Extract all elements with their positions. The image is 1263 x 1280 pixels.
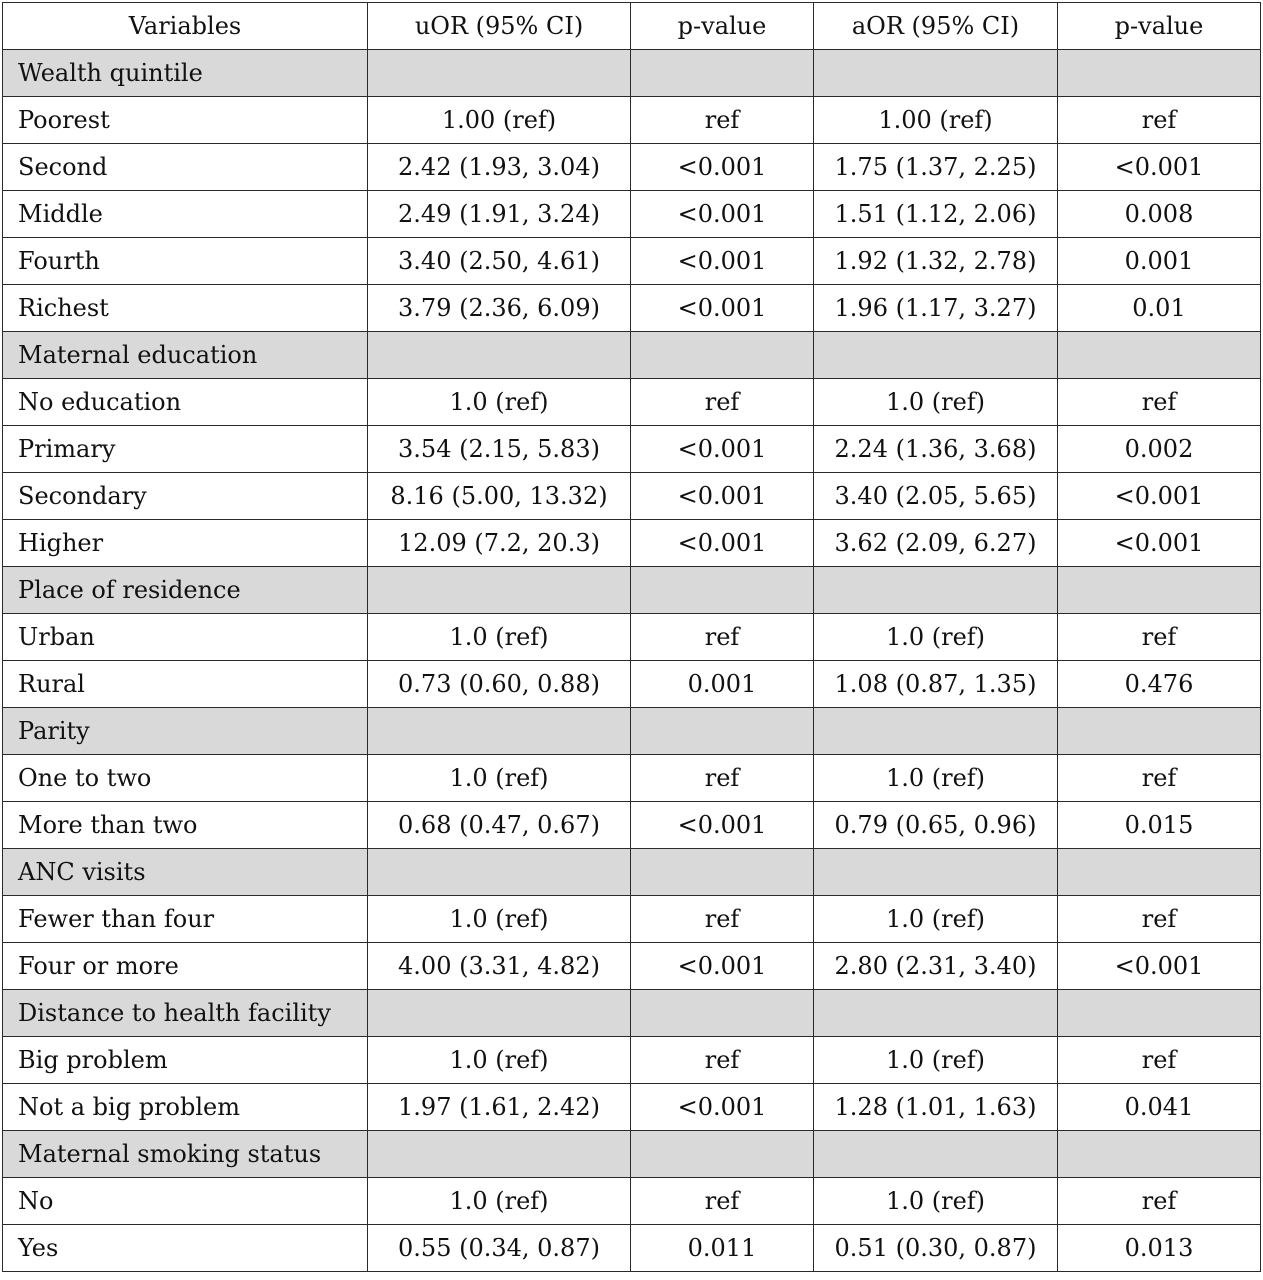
table-row xyxy=(3,144,1261,191)
table-row xyxy=(3,285,1261,332)
aor-cell: 1.0 (ref) xyxy=(814,379,1058,426)
header-variables: Variables xyxy=(3,3,368,50)
table-row xyxy=(3,1084,1261,1131)
aor-p-value-cell: ref xyxy=(1058,614,1261,661)
group-empty-cell xyxy=(814,50,1058,97)
header-aor: aOR (95% CI) xyxy=(814,3,1058,50)
uor-p-value-cell: ref xyxy=(631,1178,814,1225)
group-empty-cell xyxy=(368,1131,631,1178)
table-row xyxy=(3,802,1261,849)
uor-p-value-cell: <0.001 xyxy=(631,943,814,990)
aor-cell: 3.40 (2.05, 5.65) xyxy=(814,473,1058,520)
uor-cell: 4.00 (3.31, 4.82) xyxy=(368,943,631,990)
group-header-row xyxy=(3,849,1261,896)
header-row xyxy=(3,3,1261,50)
aor-cell: 1.51 (1.12, 2.06) xyxy=(814,191,1058,238)
group-header-row xyxy=(3,567,1261,614)
uor-cell: 0.68 (0.47, 0.67) xyxy=(368,802,631,849)
aor-p-value-cell: 0.008 xyxy=(1058,191,1261,238)
variable-cell: Urban xyxy=(3,614,368,661)
aor-p-value-cell: 0.002 xyxy=(1058,426,1261,473)
header-uor-p-value: p-value xyxy=(631,3,814,50)
uor-p-value-cell: ref xyxy=(631,755,814,802)
table-row xyxy=(3,97,1261,144)
uor-cell: 1.00 (ref) xyxy=(368,97,631,144)
variable-cell: Higher xyxy=(3,520,368,567)
uor-cell: 8.16 (5.00, 13.32) xyxy=(368,473,631,520)
aor-p-value-cell: 0.01 xyxy=(1058,285,1261,332)
group-empty-cell xyxy=(814,849,1058,896)
uor-cell: 0.55 (0.34, 0.87) xyxy=(368,1225,631,1272)
group-header-row xyxy=(3,50,1261,97)
group-empty-cell xyxy=(814,1131,1058,1178)
variable-cell: More than two xyxy=(3,802,368,849)
odds-ratio-table xyxy=(2,2,1261,1272)
group-label: Maternal smoking status xyxy=(3,1131,368,1178)
group-empty-cell xyxy=(368,567,631,614)
group-header-row xyxy=(3,1131,1261,1178)
table-row xyxy=(3,755,1261,802)
aor-p-value-cell: <0.001 xyxy=(1058,520,1261,567)
variable-cell: Big problem xyxy=(3,1037,368,1084)
uor-cell: 2.49 (1.91, 3.24) xyxy=(368,191,631,238)
uor-p-value-cell: ref xyxy=(631,1037,814,1084)
header-aor-p-value: p-value xyxy=(1058,3,1261,50)
group-empty-cell xyxy=(1058,1131,1261,1178)
variable-cell: One to two xyxy=(3,755,368,802)
group-empty-cell xyxy=(1058,849,1261,896)
uor-cell: 1.97 (1.61, 2.42) xyxy=(368,1084,631,1131)
header-uor: uOR (95% CI) xyxy=(368,3,631,50)
table-row xyxy=(3,943,1261,990)
group-label: Place of residence xyxy=(3,567,368,614)
uor-p-value-cell: <0.001 xyxy=(631,1084,814,1131)
aor-cell: 3.62 (2.09, 6.27) xyxy=(814,520,1058,567)
uor-cell: 12.09 (7.2, 20.3) xyxy=(368,520,631,567)
group-empty-cell xyxy=(1058,567,1261,614)
uor-cell: 3.40 (2.50, 4.61) xyxy=(368,238,631,285)
aor-cell: 1.0 (ref) xyxy=(814,614,1058,661)
variable-cell: Not a big problem xyxy=(3,1084,368,1131)
group-header-row xyxy=(3,708,1261,755)
uor-cell: 1.0 (ref) xyxy=(368,1037,631,1084)
variable-cell: Fewer than four xyxy=(3,896,368,943)
table-row xyxy=(3,614,1261,661)
uor-p-value-cell: 0.011 xyxy=(631,1225,814,1272)
table-body xyxy=(3,50,1261,1272)
uor-p-value-cell: <0.001 xyxy=(631,238,814,285)
variable-cell: Primary xyxy=(3,426,368,473)
group-empty-cell xyxy=(814,990,1058,1037)
aor-cell: 1.0 (ref) xyxy=(814,896,1058,943)
aor-cell: 1.96 (1.17, 3.27) xyxy=(814,285,1058,332)
variable-cell: Poorest xyxy=(3,97,368,144)
uor-p-value-cell: 0.001 xyxy=(631,661,814,708)
uor-cell: 1.0 (ref) xyxy=(368,379,631,426)
group-empty-cell xyxy=(631,332,814,379)
variable-cell: Secondary xyxy=(3,473,368,520)
aor-p-value-cell: <0.001 xyxy=(1058,943,1261,990)
variable-cell: Four or more xyxy=(3,943,368,990)
uor-cell: 0.73 (0.60, 0.88) xyxy=(368,661,631,708)
group-empty-cell xyxy=(1058,708,1261,755)
group-empty-cell xyxy=(631,708,814,755)
aor-cell: 1.00 (ref) xyxy=(814,97,1058,144)
table-row xyxy=(3,520,1261,567)
group-label: Maternal education xyxy=(3,332,368,379)
group-header-row xyxy=(3,332,1261,379)
uor-p-value-cell: <0.001 xyxy=(631,285,814,332)
variable-cell: Richest xyxy=(3,285,368,332)
uor-cell: 3.54 (2.15, 5.83) xyxy=(368,426,631,473)
uor-p-value-cell: <0.001 xyxy=(631,144,814,191)
uor-p-value-cell: <0.001 xyxy=(631,520,814,567)
table-row xyxy=(3,426,1261,473)
table-row xyxy=(3,238,1261,285)
aor-cell: 2.80 (2.31, 3.40) xyxy=(814,943,1058,990)
variable-cell: Rural xyxy=(3,661,368,708)
group-empty-cell xyxy=(631,1131,814,1178)
group-empty-cell xyxy=(631,849,814,896)
table-row xyxy=(3,1178,1261,1225)
aor-cell: 2.24 (1.36, 3.68) xyxy=(814,426,1058,473)
table-row xyxy=(3,191,1261,238)
uor-p-value-cell: ref xyxy=(631,614,814,661)
table-row xyxy=(3,1037,1261,1084)
aor-p-value-cell: 0.001 xyxy=(1058,238,1261,285)
variable-cell: No xyxy=(3,1178,368,1225)
table-row xyxy=(3,896,1261,943)
aor-p-value-cell: 0.015 xyxy=(1058,802,1261,849)
uor-cell: 1.0 (ref) xyxy=(368,614,631,661)
aor-cell: 1.28 (1.01, 1.63) xyxy=(814,1084,1058,1131)
variable-cell: No education xyxy=(3,379,368,426)
table-row xyxy=(3,1225,1261,1272)
group-label: Wealth quintile xyxy=(3,50,368,97)
uor-p-value-cell: <0.001 xyxy=(631,426,814,473)
aor-p-value-cell: 0.013 xyxy=(1058,1225,1261,1272)
uor-cell: 3.79 (2.36, 6.09) xyxy=(368,285,631,332)
aor-p-value-cell: ref xyxy=(1058,379,1261,426)
group-empty-cell xyxy=(631,990,814,1037)
group-label: Parity xyxy=(3,708,368,755)
uor-p-value-cell: <0.001 xyxy=(631,473,814,520)
group-empty-cell xyxy=(1058,990,1261,1037)
aor-p-value-cell: 0.476 xyxy=(1058,661,1261,708)
table-row xyxy=(3,661,1261,708)
uor-p-value-cell: <0.001 xyxy=(631,802,814,849)
aor-p-value-cell: ref xyxy=(1058,1037,1261,1084)
variable-cell: Middle xyxy=(3,191,368,238)
aor-cell: 1.0 (ref) xyxy=(814,1037,1058,1084)
uor-cell: 1.0 (ref) xyxy=(368,896,631,943)
group-empty-cell xyxy=(1058,50,1261,97)
uor-cell: 1.0 (ref) xyxy=(368,755,631,802)
variable-cell: Yes xyxy=(3,1225,368,1272)
variable-cell: Second xyxy=(3,144,368,191)
group-empty-cell xyxy=(814,708,1058,755)
aor-cell: 1.0 (ref) xyxy=(814,755,1058,802)
uor-p-value-cell: ref xyxy=(631,379,814,426)
uor-p-value-cell: ref xyxy=(631,97,814,144)
group-header-row xyxy=(3,990,1261,1037)
table-row xyxy=(3,379,1261,426)
aor-p-value-cell: <0.001 xyxy=(1058,473,1261,520)
group-empty-cell xyxy=(368,990,631,1037)
aor-cell: 1.08 (0.87, 1.35) xyxy=(814,661,1058,708)
aor-cell: 1.0 (ref) xyxy=(814,1178,1058,1225)
group-label: ANC visits xyxy=(3,849,368,896)
group-empty-cell xyxy=(814,567,1058,614)
group-empty-cell xyxy=(368,332,631,379)
table-row xyxy=(3,473,1261,520)
group-empty-cell xyxy=(1058,332,1261,379)
aor-p-value-cell: ref xyxy=(1058,755,1261,802)
group-empty-cell xyxy=(368,708,631,755)
aor-p-value-cell: 0.041 xyxy=(1058,1084,1261,1131)
aor-p-value-cell: ref xyxy=(1058,1178,1261,1225)
aor-cell: 0.79 (0.65, 0.96) xyxy=(814,802,1058,849)
uor-p-value-cell: ref xyxy=(631,896,814,943)
aor-cell: 1.75 (1.37, 2.25) xyxy=(814,144,1058,191)
group-empty-cell xyxy=(368,50,631,97)
group-empty-cell xyxy=(814,332,1058,379)
aor-cell: 1.92 (1.32, 2.78) xyxy=(814,238,1058,285)
uor-cell: 2.42 (1.93, 3.04) xyxy=(368,144,631,191)
aor-p-value-cell: ref xyxy=(1058,97,1261,144)
aor-p-value-cell: <0.001 xyxy=(1058,144,1261,191)
group-empty-cell xyxy=(368,849,631,896)
aor-p-value-cell: ref xyxy=(1058,896,1261,943)
group-empty-cell xyxy=(631,567,814,614)
uor-cell: 1.0 (ref) xyxy=(368,1178,631,1225)
group-label: Distance to health facility xyxy=(3,990,368,1037)
group-empty-cell xyxy=(631,50,814,97)
uor-p-value-cell: <0.001 xyxy=(631,191,814,238)
variable-cell: Fourth xyxy=(3,238,368,285)
aor-cell: 0.51 (0.30, 0.87) xyxy=(814,1225,1058,1272)
